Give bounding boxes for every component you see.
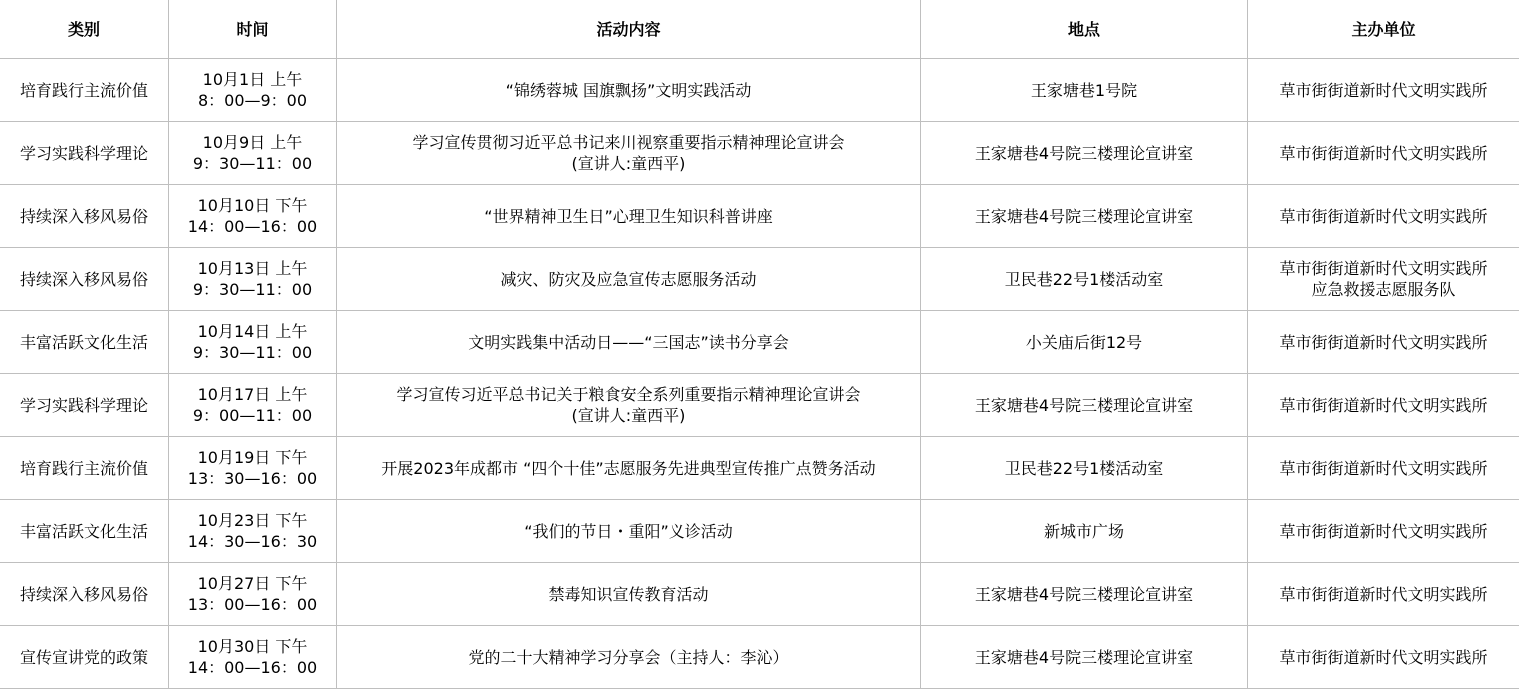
cell-organizer [1248,59,1519,122]
time-date: 10月30日 下午 [173,636,332,657]
cell-time [169,122,337,185]
cell-category: 培育践行主流价值 [0,437,169,500]
cell-location: 王家塘巷4号院三楼理论宣讲室 [921,122,1248,185]
cell-category: 持续深入移风易俗 [0,563,169,626]
time-hours: 8：00—9：00 [173,90,332,111]
table-row [0,122,1519,185]
cell-organizer [1248,185,1519,248]
content-speaker: (宣讲人:童西平) [341,153,916,174]
table-row [0,59,1519,122]
organizer-line: 草市街街道新时代文明实践所 [1252,584,1515,605]
content-speaker: (宣讲人:童西平) [341,405,916,426]
cell-category: 丰富活跃文化生活 [0,311,169,374]
organizer-line: 草市街街道新时代文明实践所 [1252,80,1515,101]
cell-content [337,122,921,185]
cell-organizer [1248,311,1519,374]
cell-organizer [1248,374,1519,437]
organizer-line: 应急救援志愿服务队 [1252,279,1515,300]
table-row [0,563,1519,626]
cell-content [337,563,921,626]
cell-location: 王家塘巷4号院三楼理论宣讲室 [921,563,1248,626]
cell-organizer [1248,500,1519,563]
cell-content [337,626,921,689]
time-date: 10月23日 下午 [173,510,332,531]
time-hours: 14：30—16：30 [173,531,332,552]
cell-content [337,500,921,563]
cell-organizer [1248,122,1519,185]
organizer-line: 草市街街道新时代文明实践所 [1252,332,1515,353]
cell-time [169,185,337,248]
time-hours: 9：00—11：00 [173,405,332,426]
cell-time [169,59,337,122]
organizer-line: 草市街街道新时代文明实践所 [1252,143,1515,164]
header-time: 时间 [169,0,337,59]
table-row [0,311,1519,374]
organizer-line: 草市街街道新时代文明实践所 [1252,521,1515,542]
table-row [0,248,1519,311]
time-hours: 13：00—16：00 [173,594,332,615]
cell-time [169,626,337,689]
cell-location: 王家塘巷1号院 [921,59,1248,122]
cell-content [337,185,921,248]
cell-content [337,374,921,437]
cell-location: 小关庙后街12号 [921,311,1248,374]
cell-organizer [1248,248,1519,311]
cell-time [169,500,337,563]
cell-time [169,437,337,500]
cell-time [169,311,337,374]
cell-content [337,59,921,122]
content-line: 文明实践集中活动日——“三国志”读书分享会 [341,332,916,353]
cell-category: 学习实践科学理论 [0,374,169,437]
time-hours: 9：30—11：00 [173,279,332,300]
content-line: “我们的节日・重阳”义诊活动 [341,521,916,542]
cell-content [337,248,921,311]
cell-time [169,248,337,311]
cell-location: 王家塘巷4号院三楼理论宣讲室 [921,626,1248,689]
content-line: 禁毒知识宣传教育活动 [341,584,916,605]
cell-organizer [1248,437,1519,500]
organizer-line: 草市街街道新时代文明实践所 [1252,206,1515,227]
cell-location: 王家塘巷4号院三楼理论宣讲室 [921,185,1248,248]
content-line: 学习宣传贯彻习近平总书记来川视察重要指示精神理论宣讲会 [341,132,916,153]
cell-category: 培育践行主流价值 [0,59,169,122]
time-date: 10月9日 上午 [173,132,332,153]
organizer-line: 草市街街道新时代文明实践所 [1252,395,1515,416]
cell-content [337,437,921,500]
content-line: 减灾、防灾及应急宣传志愿服务活动 [341,269,916,290]
time-hours: 14：00—16：00 [173,216,332,237]
table-row [0,185,1519,248]
cell-organizer [1248,563,1519,626]
table-row [0,500,1519,563]
header-row [0,0,1519,59]
time-date: 10月14日 上午 [173,321,332,342]
cell-time [169,374,337,437]
header-content: 活动内容 [337,0,921,59]
table-row [0,374,1519,437]
cell-content [337,311,921,374]
cell-organizer [1248,626,1519,689]
time-hours: 13：30—16：00 [173,468,332,489]
time-date: 10月13日 上午 [173,258,332,279]
time-date: 10月19日 下午 [173,447,332,468]
content-line: 开展2023年成都市 “四个十佳”志愿服务先进典型宣传推广点赞务活动 [341,458,916,479]
time-date: 10月10日 下午 [173,195,332,216]
cell-category: 持续深入移风易俗 [0,185,169,248]
header-category: 类别 [0,0,169,59]
cell-location: 新城市广场 [921,500,1248,563]
content-line: “世界精神卫生日”心理卫生知识科普讲座 [341,206,916,227]
time-date: 10月27日 下午 [173,573,332,594]
cell-category: 学习实践科学理论 [0,122,169,185]
cell-location: 王家塘巷4号院三楼理论宣讲室 [921,374,1248,437]
time-hours: 9：30—11：00 [173,153,332,174]
cell-location: 卫民巷22号1楼活动室 [921,437,1248,500]
cell-category: 持续深入移风易俗 [0,248,169,311]
content-line: 学习宣传习近平总书记关于粮食安全系列重要指示精神理论宣讲会 [341,384,916,405]
organizer-line: 草市街街道新时代文明实践所 [1252,258,1515,279]
content-line: 党的二十大精神学习分享会（主持人：李沁） [341,647,916,668]
time-hours: 9：30—11：00 [173,342,332,363]
table-row [0,437,1519,500]
header-location: 地点 [921,0,1248,59]
table-row [0,626,1519,689]
cell-time [169,563,337,626]
time-date: 10月17日 上午 [173,384,332,405]
cell-category: 宣传宣讲党的政策 [0,626,169,689]
organizer-line: 草市街街道新时代文明实践所 [1252,647,1515,668]
organizer-line: 草市街街道新时代文明实践所 [1252,458,1515,479]
header-organizer: 主办单位 [1248,0,1519,59]
cell-location: 卫民巷22号1楼活动室 [921,248,1248,311]
cell-category: 丰富活跃文化生活 [0,500,169,563]
content-line: “锦绣蓉城 国旗飘扬”文明实践活动 [341,80,916,101]
time-date: 10月1日 上午 [173,69,332,90]
time-hours: 14：00—16：00 [173,657,332,678]
